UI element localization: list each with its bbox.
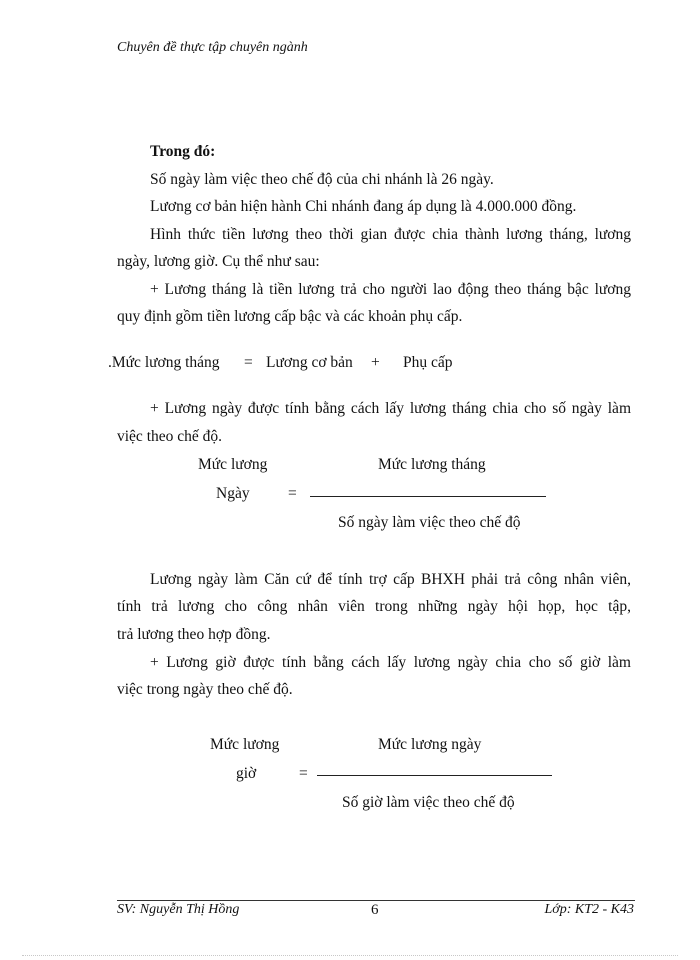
paragraph-line: Lương cơ bản hiện hành Chi nhánh đang áp dụng là 4.000.000 đồng. bbox=[150, 198, 577, 215]
footer-student: SV: Nguyễn Thị Hồng bbox=[117, 902, 240, 917]
formula-label: Mức lương bbox=[210, 736, 280, 753]
section-heading: Trong đó: bbox=[150, 143, 216, 160]
formula-label: Ngày bbox=[216, 485, 250, 502]
formula-equals: = bbox=[288, 485, 297, 502]
paragraph-line: Lương ngày làm Căn cứ để tính trợ cấp BHXH phải trả công nhân viên, bbox=[150, 571, 631, 588]
fraction-numerator: Mức lương tháng bbox=[378, 456, 486, 473]
formula-term-base-salary: Lương cơ bản bbox=[266, 354, 353, 371]
formula-term-allowance: Phụ cấp bbox=[403, 354, 453, 371]
paragraph-line: + Lương ngày được tính bằng cách lấy lương tháng chia cho số ngày làm bbox=[150, 400, 631, 417]
fraction-numerator: Mức lương ngày bbox=[378, 736, 482, 753]
formula-label: .Mức lương tháng bbox=[108, 354, 220, 371]
paragraph-line: tính trả lương cho công nhân viên trong những ngày hội họp, học tập, bbox=[117, 598, 631, 615]
fraction-bar bbox=[310, 496, 546, 497]
paragraph-line: việc theo chế độ. bbox=[117, 428, 223, 445]
paragraph-line: Số ngày làm việc theo chế độ của chi nhánh là 26 ngày. bbox=[150, 171, 494, 188]
page-number: 6 bbox=[371, 902, 379, 918]
footer-divider bbox=[117, 900, 635, 901]
paragraph-line: việc trong ngày theo chế độ. bbox=[117, 681, 293, 698]
paragraph-line: ngày, lương giờ. Cụ thể như sau: bbox=[117, 253, 320, 270]
formula-label: Mức lương bbox=[198, 456, 268, 473]
page-header-title: Chuyên đề thực tập chuyên ngành bbox=[117, 40, 308, 55]
paragraph-line: Hình thức tiền lương theo thời gian được chia thành lương tháng, lương bbox=[150, 226, 631, 243]
paragraph-line: quy định gồm tiền lương cấp bậc và các khoản phụ cấp. bbox=[117, 308, 463, 325]
formula-equals: = bbox=[299, 765, 308, 782]
paragraph-line: + Lương giờ được tính bằng cách lấy lương ngày chia cho số giờ làm bbox=[150, 654, 631, 671]
footer-class: Lớp: KT2 - K43 bbox=[544, 902, 634, 917]
paragraph-line: + Lương tháng là tiền lương trả cho người lao động theo tháng bậc lương bbox=[150, 281, 631, 298]
fraction-bar bbox=[317, 775, 552, 776]
formula-equals: = bbox=[244, 354, 253, 371]
fraction-denominator: Số ngày làm việc theo chế độ bbox=[338, 514, 521, 531]
formula-label: giờ bbox=[236, 765, 257, 782]
page-edge-divider bbox=[22, 955, 678, 956]
paragraph-line: trả lương theo hợp đồng. bbox=[117, 626, 271, 643]
fraction-denominator: Số giờ làm việc theo chế độ bbox=[342, 794, 515, 811]
formula-plus: + bbox=[371, 354, 380, 371]
